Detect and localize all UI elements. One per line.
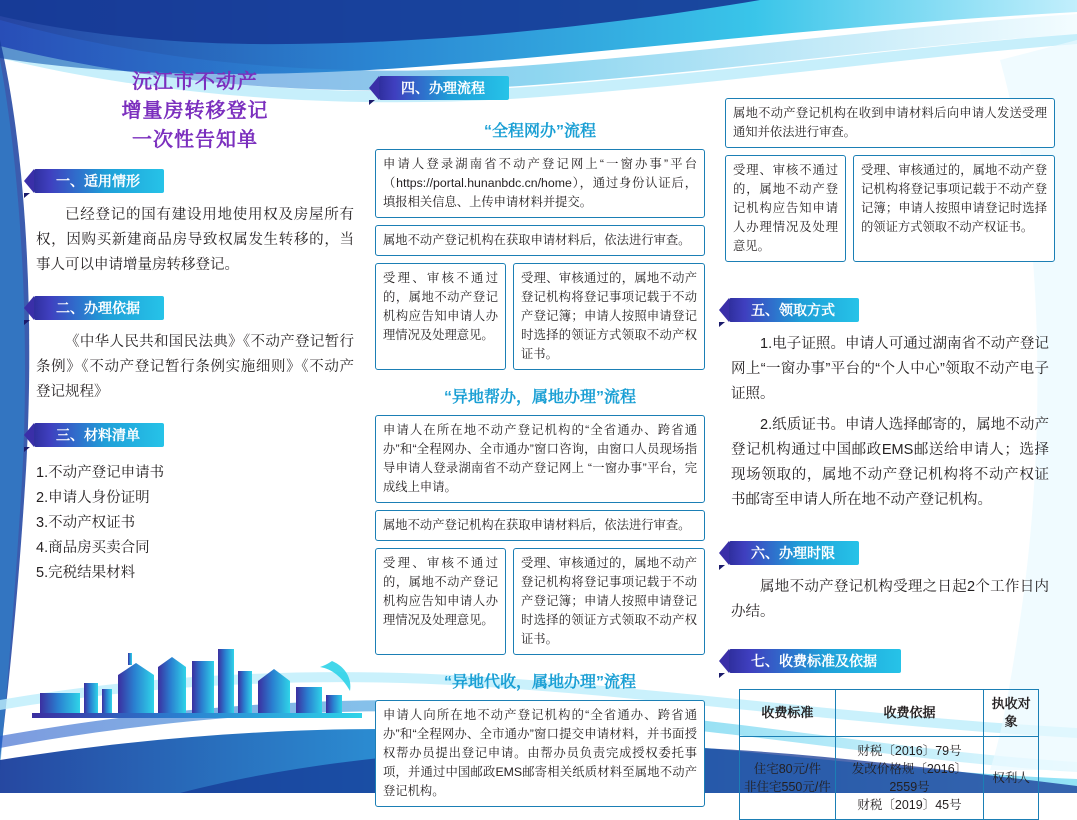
title-line-2: 增量房转移登记 <box>121 100 269 122</box>
basis-line-1: 财税〔2016〕79号 <box>857 744 962 758</box>
fee-table <box>739 689 1039 820</box>
flow-1-branch-row <box>375 263 705 370</box>
title-line-1: 沅江市不动产 <box>132 71 258 93</box>
standard-line-2: 非住宅550元/件 <box>744 780 831 794</box>
list-item: 4.商品房买卖合同 <box>36 540 150 556</box>
section-4-header-wrap <box>379 62 705 104</box>
section-7-heading: 七、收费标准及依据 <box>729 649 901 673</box>
table-header-row <box>740 690 1039 737</box>
page-title <box>30 68 360 155</box>
flow-3-title: “异地代收，属地办理”流程 <box>443 674 636 691</box>
flow-right-branch-row <box>725 155 1055 262</box>
flow-2-branch-approved: 受理、审核通过的，属地不动产登记机构将登记事项记载于不动产登记簿；申请人按照申请登记时选择的领证方式领取不动产权证书。 <box>513 548 705 655</box>
flow-1-step-2: 属地不动产登记机构在获取申请材料后，依法进行审查。 <box>375 225 705 256</box>
title-line-3: 一次性告知单 <box>132 129 258 151</box>
cell-standard <box>740 737 836 820</box>
section-5-header-wrap <box>729 284 1055 326</box>
column-middle <box>375 0 705 814</box>
flow-2-branch-row <box>375 548 705 655</box>
basis-line-3: 财税〔2019〕45号 <box>857 798 962 812</box>
section-2-header-wrap <box>34 282 360 324</box>
standard-line-1: 住宅80元/件 <box>753 762 822 776</box>
column-header-payer: 执收对象 <box>984 690 1039 737</box>
flow-2-branch-rejected: 受理、审核不通过的，属地不动产登记机构应告知申请人办理情况及处理意见。 <box>375 548 506 655</box>
column-header-basis: 收费依据 <box>835 690 983 737</box>
list-item: 1.不动产登记申请书 <box>36 465 165 481</box>
flow-1-step-1: 申请人登录湖南省不动产登记网上“一窗办事”平台（https://portal.hunanbdc.cn/home），通过身份认证后，填报相关信息、上传申请材料并提交。 <box>375 149 705 218</box>
column-right <box>725 0 1055 820</box>
flow-1-branch-rejected: 受理、审核不通过的，属地不动产登记机构应告知申请人办理情况及处理意见。 <box>375 263 506 370</box>
city-skyline-illustration <box>32 631 362 721</box>
flow-2-step-1: 申请人在所在地不动产登记机构的“全省通办、跨省通办”和“全程网办、全市通办”窗口咨询，由窗口人员现场指导申请人登录湖南省不动产登记网上 “一窗办事”平台，完成线上申请。 <box>375 415 705 503</box>
cell-basis <box>835 737 983 820</box>
basis-line-2: 发改价格规〔2016〕2559号 <box>851 762 968 794</box>
section-2-heading: 二、办理依据 <box>34 296 164 320</box>
list-item: 3.不动产权证书 <box>36 515 136 531</box>
section-4-heading: 四、办理流程 <box>379 76 509 100</box>
list-item: 5.完税结果材料 <box>36 565 136 581</box>
section-6-body: 属地不动产登记机构受理之日起2个工作日内办结。 <box>731 579 1049 620</box>
flow-2-title: “异地帮办，属地办理”流程 <box>443 389 636 406</box>
section-6-header-wrap <box>729 527 1055 569</box>
section-6-heading: 六、办理时限 <box>729 541 859 565</box>
list-item: 2.申请人身份证明 <box>36 490 150 506</box>
flow-right-step-1: 属地不动产登记机构在收到申请材料后向申请人发送受理通知并依法进行审查。 <box>725 98 1055 148</box>
material-list <box>30 461 360 586</box>
section-3-heading: 三、材料清单 <box>34 423 164 447</box>
column-left <box>30 0 360 586</box>
section-3-header-wrap <box>34 409 360 451</box>
flow-2-step-2: 属地不动产登记机构在获取申请材料后，依法进行审查。 <box>375 510 705 541</box>
section-1-body: 已经登记的国有建设用地使用权及房屋所有权，因购买新建商品房导致权属发生转移的，当事人可以申请增量房转移登记。 <box>36 207 354 273</box>
cell-payer: 权利人 <box>984 737 1039 820</box>
flow-right-branch-approved: 受理、审核通过的，属地不动产登记机构将登记事项记载于不动产登记簿；申请人按照申请登记时选择的领证方式领取不动产权证书。 <box>853 155 1055 262</box>
section-5-paragraph-1: 1.电子证照。申请人可通过湖南省不动产登记网上“一窗办事”平台的“个人中心”领取不动产电子证照。 <box>731 336 1049 402</box>
flow-1-title: “全程网办”流程 <box>483 123 596 140</box>
flow-1-branch-approved: 受理、审核通过的，属地不动产登记机构将登记事项记载于不动产登记簿；申请人按照申请登记时选择的领证方式领取不动产权证书。 <box>513 263 705 370</box>
flow-right-branch-rejected: 受理、审核不通过的，属地不动产登记机构应告知申请人办理情况及处理意见。 <box>725 155 846 262</box>
section-2-body: 《中华人民共和国民法典》《不动产登记暂行条例》《不动产登记暂行条例实施细则》《不动产登记规程》 <box>36 334 354 400</box>
flow-right-group <box>725 98 1055 262</box>
section-7-header-wrap <box>729 635 1055 677</box>
column-header-standard: 收费标准 <box>740 690 836 737</box>
table-row <box>740 737 1039 820</box>
section-1-header-wrap <box>34 155 360 197</box>
flow-3-step-1: 申请人向所在地不动产登记机构的“全省通办、跨省通办”和“全程网办、全市通办”窗口提交申请材料，并书面授权帮办员提出登记申请。由帮办员负责完成授权委托事项，并通过中国邮政EMS邮寄相关纸质材料至属地不动产登记机构。 <box>375 700 705 807</box>
section-1-heading: 一、适用情形 <box>34 169 164 193</box>
section-5-paragraph-2: 2.纸质证书。申请人选择邮寄的，属地不动产登记机构通过中国邮政EMS邮送给申请人；选择现场领取的，属地不动产登记机构将不动产权证书邮寄至申请人所在地不动产登记机构。 <box>731 417 1049 508</box>
section-5-heading: 五、领取方式 <box>729 298 859 322</box>
